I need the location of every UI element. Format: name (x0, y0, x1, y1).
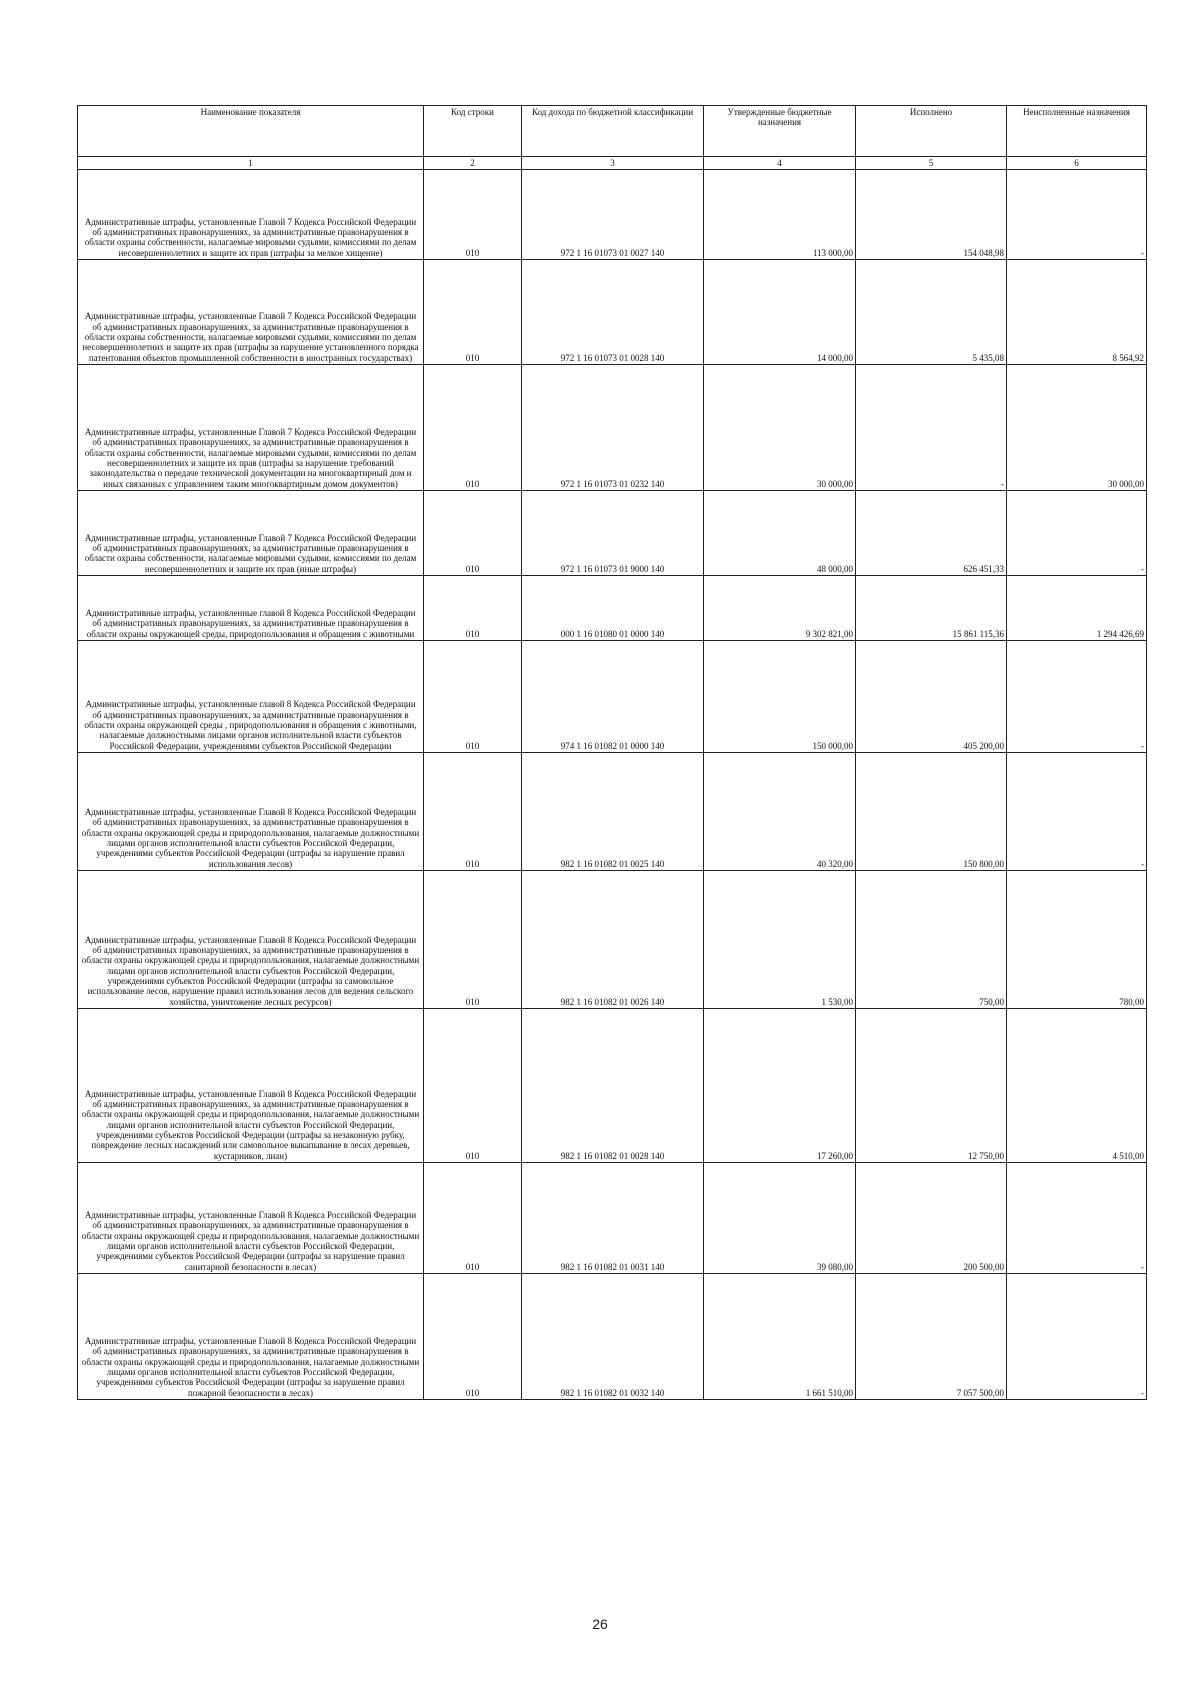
unexecuted-amount-cell: - (1007, 641, 1147, 753)
kbk-cell: 982 1 16 01082 01 0025 140 (522, 753, 704, 871)
indicator-name-cell: Административные штрафы, установленные Главой 8 Кодекса Российской Федерации об административных правонарушениях, за административные правонарушения в области охраны окружающей среды и природопользования, налагаемые должностными лицами органов исполнительной власти субъектов Российской Федерации, учреждениями субъектов Российской Федерации (штрафы за нарушение правил использования лесов) (78, 753, 424, 871)
table-row (78, 365, 1147, 491)
table-row (78, 260, 1147, 365)
unexecuted-amount-cell: 8 564,92 (1007, 260, 1147, 365)
table-header-row (78, 106, 1147, 157)
table-row (78, 1274, 1147, 1400)
unexecuted-amount-cell: 1 294 426,69 (1007, 576, 1147, 641)
line-code-cell: 010 (424, 753, 522, 871)
table-row (78, 170, 1147, 260)
executed-amount-cell: 200 500,00 (856, 1163, 1007, 1274)
kbk-cell: 972 1 16 01073 01 0232 140 (522, 365, 704, 491)
approved-amount-cell: 150 000,00 (704, 641, 856, 753)
line-code-cell: 010 (424, 170, 522, 260)
table-row (78, 641, 1147, 753)
approved-amount-cell: 14 000,00 (704, 260, 856, 365)
indicator-name-cell: Административные штрафы, установленные Главой 7 Кодекса Российской Федерации об административных правонарушениях, за административные правонарушения в области охраны собственности, налагаемые мировыми судьями, комиссиями по делам несовершеннолетних и защите их прав (штрафы за нарушение требований законодательства о передаче технической документации на многоквартирный дом и иных связанных с управлением таким многоквартирным домом документов) (78, 365, 424, 491)
approved-amount-cell: 9 302 821,00 (704, 576, 856, 641)
executed-amount-cell: 150 800,00 (856, 753, 1007, 871)
executed-amount-cell: 5 435,08 (856, 260, 1007, 365)
executed-amount-cell: 154 048,98 (856, 170, 1007, 260)
line-code-cell: 010 (424, 260, 522, 365)
column-number: 3 (522, 157, 704, 170)
header-approved: Утвержденные бюджетные назначения (704, 106, 856, 157)
unexecuted-amount-cell: 4 510,00 (1007, 1009, 1147, 1163)
header-unexecuted: Неисполненные назначения (1007, 106, 1147, 157)
table-row (78, 871, 1147, 1009)
table-row (78, 1163, 1147, 1274)
executed-amount-cell: - (856, 365, 1007, 491)
unexecuted-amount-cell: - (1007, 753, 1147, 871)
table-row (78, 576, 1147, 641)
kbk-cell: 982 1 16 01082 01 0028 140 (522, 1009, 704, 1163)
line-code-cell: 010 (424, 1009, 522, 1163)
indicator-name-cell: Административные штрафы, установленные Главой 8 Кодекса Российской Федерации об административных правонарушениях, за административные правонарушения в области охраны окружающей среды и природопользования, налагаемые должностными лицами органов исполнительной власти субъектов Российской Федерации, учреждениями субъектов Российской Федерации (штрафы за нарушение правил пожарной безопасности в лесах) (78, 1274, 424, 1400)
unexecuted-amount-cell: 780,00 (1007, 871, 1147, 1009)
kbk-cell: 974 1 16 01082 01 0000 140 (522, 641, 704, 753)
indicator-name-cell: Административные штрафы, установленные Главой 7 Кодекса Российской Федерации об административных правонарушениях, за административные правонарушения в области охраны собственности, налагаемые мировыми судьями, комиссиями по делам несовершеннолетних и защите их прав (штрафы за мелкое хищение) (78, 170, 424, 260)
indicator-name-cell: Административные штрафы, установленные Главой 8 Кодекса Российской Федерации об административных правонарушениях, за административные правонарушения в области охраны окружающей среды и природопользования, налагаемые должностными лицами органов исполнительной власти субъектов Российской Федерации, учреждениями субъектов Российской Федерации (штрафы за незаконную рубку, повреждение лесных насаждений или самовольное выкапывание в лесах деревьев, кустарников, лиан) (78, 1009, 424, 1163)
approved-amount-cell: 48 000,00 (704, 491, 856, 576)
table-row (78, 753, 1147, 871)
line-code-cell: 010 (424, 491, 522, 576)
approved-amount-cell: 30 000,00 (704, 365, 856, 491)
approved-amount-cell: 1 530,00 (704, 871, 856, 1009)
column-number: 6 (1007, 157, 1147, 170)
page-number: 26 (592, 1616, 608, 1632)
line-code-cell: 010 (424, 365, 522, 491)
budget-execution-table (77, 105, 1147, 1400)
executed-amount-cell: 626 451,33 (856, 491, 1007, 576)
line-code-cell: 010 (424, 641, 522, 753)
column-number: 2 (424, 157, 522, 170)
approved-amount-cell: 1 661 510,00 (704, 1274, 856, 1400)
kbk-cell: 972 1 16 01073 01 9000 140 (522, 491, 704, 576)
kbk-cell: 972 1 16 01073 01 0027 140 (522, 170, 704, 260)
kbk-cell: 000 1 16 01080 01 0000 140 (522, 576, 704, 641)
header-executed: Исполнено (856, 106, 1007, 157)
executed-amount-cell: 12 750,00 (856, 1009, 1007, 1163)
table-row (78, 1009, 1147, 1163)
indicator-name-cell: Административные штрафы, установленные главой 8 Кодекса Российской Федерации об административных правонарушениях, за административные правонарушения в области охраны окружающей среды , природопользования и обращения с животными, налагаемые должностными лицами органов исполнительной власти субъектов Российской Федерации, учреждениями субъектов Российской Федерации (78, 641, 424, 753)
approved-amount-cell: 113 000,00 (704, 170, 856, 260)
kbk-cell: 982 1 16 01082 01 0032 140 (522, 1274, 704, 1400)
executed-amount-cell: 750,00 (856, 871, 1007, 1009)
line-code-cell: 010 (424, 576, 522, 641)
line-code-cell: 010 (424, 871, 522, 1009)
executed-amount-cell: 15 861 115,36 (856, 576, 1007, 641)
unexecuted-amount-cell: - (1007, 1163, 1147, 1274)
approved-amount-cell: 40 320,00 (704, 753, 856, 871)
kbk-cell: 972 1 16 01073 01 0028 140 (522, 260, 704, 365)
indicator-name-cell: Административные штрафы, установленные Главой 7 Кодекса Российской Федерации об административных правонарушениях, за административные правонарушения в области охраны собственности, налагаемые мировыми судьями, комиссиями по делам несовершеннолетних и защите их прав (штрафы за нарушение установленного порядка патентования объектов промышленной собственности в иностранных государствах) (78, 260, 424, 365)
column-number: 1 (78, 157, 424, 170)
unexecuted-amount-cell: - (1007, 170, 1147, 260)
line-code-cell: 010 (424, 1163, 522, 1274)
unexecuted-amount-cell: - (1007, 1274, 1147, 1400)
unexecuted-amount-cell: - (1007, 491, 1147, 576)
executed-amount-cell: 7 057 500,00 (856, 1274, 1007, 1400)
approved-amount-cell: 39 080,00 (704, 1163, 856, 1274)
kbk-cell: 982 1 16 01082 01 0031 140 (522, 1163, 704, 1274)
header-line-code: Код строки (424, 106, 522, 157)
approved-amount-cell: 17 260,00 (704, 1009, 856, 1163)
header-kbk: Код дохода по бюджетной классификации (522, 106, 704, 157)
kbk-cell: 982 1 16 01082 01 0026 140 (522, 871, 704, 1009)
line-code-cell: 010 (424, 1274, 522, 1400)
column-numbers-row (78, 157, 1147, 170)
table-row (78, 491, 1147, 576)
column-number: 5 (856, 157, 1007, 170)
executed-amount-cell: 405 200,00 (856, 641, 1007, 753)
indicator-name-cell: Административные штрафы, установленные Главой 8 Кодекса Российской Федерации об административных правонарушениях, за административные правонарушения в области охраны окружающей среды и природопользования, налагаемые должностными лицами органов исполнительной власти субъектов Российской Федерации, учреждениями субъектов Российской Федерации (штрафы за нарушение правил санитарной безопасности в лесах) (78, 1163, 424, 1274)
column-number: 4 (704, 157, 856, 170)
indicator-name-cell: Административные штрафы, установленные Главой 7 Кодекса Российской Федерации об административных правонарушениях, за административные правонарушения в области охраны собственности, налагаемые мировыми судьями, комиссиями по делам несовершеннолетних и защите их прав (иные штрафы) (78, 491, 424, 576)
indicator-name-cell: Административные штрафы, установленные Главой 8 Кодекса Российской Федерации об административных правонарушениях, за административные правонарушения в области охраны окружающей среды и природопользования, налагаемые должностными лицами органов исполнительной власти субъектов Российской Федерации, учреждениями субъектов Российской Федерации (штрафы за самовольное использование лесов, нарушение правил использования лесов для ведения сельского хозяйства, уничтожение лесных ресурсов) (78, 871, 424, 1009)
unexecuted-amount-cell: 30 000,00 (1007, 365, 1147, 491)
indicator-name-cell: Административные штрафы, установленные главой 8 Кодекса Российской Федерации об административных правонарушениях, за административные правонарушения в области охраны окружающей среды, природопользования и обращения с животными (78, 576, 424, 641)
table-body (78, 157, 1147, 1400)
header-name: Наименование показателя (78, 106, 424, 157)
